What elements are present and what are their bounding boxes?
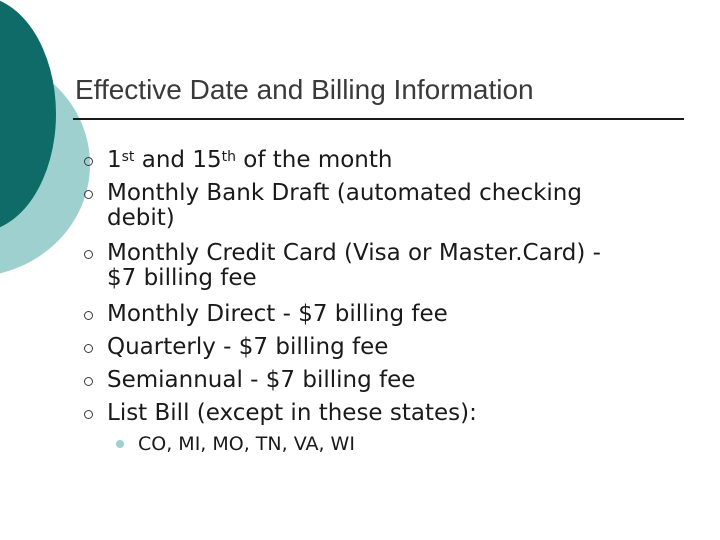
bullet-text: List Bill (except in these states): — [107, 400, 477, 426]
slide-title: Effective Date and Billing Information — [75, 74, 534, 105]
bullet-text-continued: $7 billing fee — [107, 265, 257, 291]
bullet-text: Monthly Direct - $7 billing fee — [107, 301, 448, 327]
hollow-circle-icon — [84, 250, 93, 259]
hollow-circle-icon — [84, 190, 93, 199]
hollow-circle-icon — [84, 410, 93, 419]
bullet-text: Monthly Credit Card (Visa or Master.Card) - — [107, 240, 601, 266]
bullet-text: 1st and 15th of the month — [107, 147, 393, 173]
hollow-circle-icon — [84, 311, 93, 320]
bullet-text: Quarterly - $7 billing fee — [107, 334, 389, 360]
filled-circle-icon — [116, 440, 124, 448]
hollow-circle-icon — [84, 344, 93, 353]
title-underline — [73, 118, 684, 120]
bullet-text: Monthly Bank Draft (automated checking — [107, 180, 582, 206]
bullet-text-continued: debit) — [107, 205, 175, 231]
bullet-text: Semiannual - $7 billing fee — [107, 367, 416, 393]
hollow-circle-icon — [84, 157, 93, 166]
sub-bullet-text: CO, MI, MO, TN, VA, WI — [138, 433, 355, 455]
hollow-circle-icon — [84, 377, 93, 386]
